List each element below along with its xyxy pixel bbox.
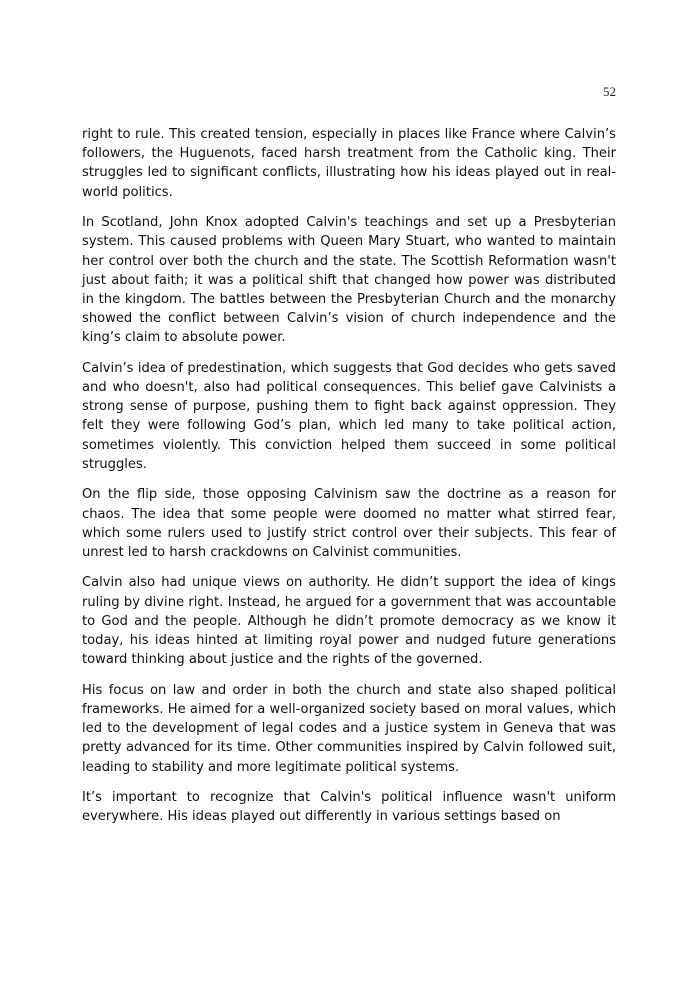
paragraph-law-and-order: His focus on law and order in both the church and state also shaped political frameworks. He aimed for a well-organized society based on moral values, which led to the development of legal codes and a justice system in Geneva that was pretty advanced for its time. Other communities inspired by Calvin followed suit, leading to stability and more legitimate political systems. [82,682,616,775]
paragraph-huguenots: right to rule. This created tension, especially in places like France where Calvin’s followers, the Huguenots, faced harsh treatment from the Catholic king. Their struggles led to significant conflicts, illustrating how his ideas played out in real-world politics. [82,127,616,200]
paragraph-influence: It’s important to recognize that Calvin's political influence wasn't uniform everywhere. His ideas played out differently in various settings based on [82,790,616,825]
paragraph-scotland: In Scotland, John Knox adopted Calvin's teachings and set up a Presbyterian system. This caused problems with Queen Mary Stuart, who wanted to maintain her control over both the church and the state. The Scottish Reformation wasn't just about faith; it was a political shift that changed how power was distributed in the kingdom. The battles between the Presbyterian Church and the monarchy showed the conflict between Calvin’s vision of church independence and the king’s claim to absolute power. [82,215,616,346]
paragraph-opposition: On the flip side, those opposing Calvinism saw the doctrine as a reason for chaos. The idea that some people were doomed no matter what stirred fear, which some rulers used to justify strict control over their subjects. This fear of unrest led to harsh crackdowns on Calvinist communities. [82,487,616,560]
body-text [82,125,616,838]
paragraph-predestination: Calvin’s idea of predestination, which suggests that God decides who gets saved and who doesn't, also had political consequences. This belief gave Calvinists a strong sense of purpose, pushing them to fight back against oppression. They felt they were following God’s plan, which led many to take political action, sometimes violently. This conviction helped them succeed in some political struggles. [82,360,616,472]
page-number: 52 [603,84,616,99]
paragraph-authority: Calvin also had unique views on authority. He didn’t support the idea of kings ruling by divine right. Instead, he argued for a government that was accountable to God and the people. Although he didn’t promote democracy as we know it today, his ideas hinted at limiting royal power and nudged future generations toward thinking about justice and the rights of the governed. [82,575,616,668]
